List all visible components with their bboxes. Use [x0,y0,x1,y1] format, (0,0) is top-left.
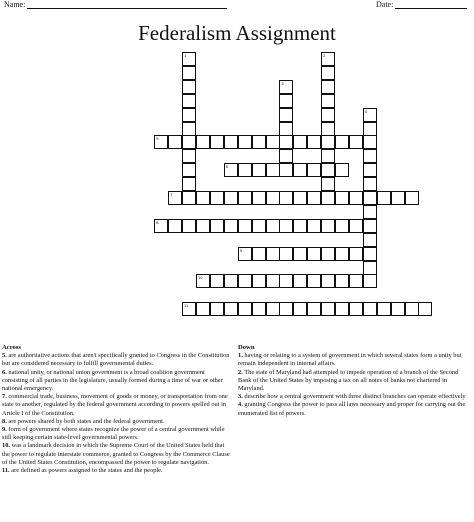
crossword-cell[interactable] [168,191,182,205]
crossword-cell[interactable] [154,219,168,233]
crossword-cell[interactable] [252,302,266,316]
crossword-cell[interactable] [349,191,363,205]
crossword-cell[interactable] [210,302,224,316]
clue-number: 4 [364,108,368,114]
crossword-cell[interactable] [154,135,168,149]
crossword-cell[interactable] [335,274,349,288]
clue-item [238,352,472,368]
crossword-cell[interactable] [210,274,224,288]
crossword-cell[interactable] [363,302,377,316]
crossword-cell[interactable] [335,135,349,149]
clue-item-text: having or relating to a system of government in which several states form a unity but remain independent in internal affairs. [238,352,462,368]
crossword-cell[interactable] [363,191,377,205]
crossword-cell[interactable] [224,163,238,177]
clue-item-number: 1. [238,352,243,360]
crossword-cell[interactable] [279,122,293,136]
clue-number: 1 [184,53,187,58]
crossword-cell[interactable] [335,247,349,261]
clue-item-number: 4. [238,401,243,409]
crossword-cell[interactable] [238,191,252,205]
crossword-cell[interactable] [321,66,335,80]
crossword-cell[interactable] [405,302,419,316]
crossword-cell[interactable] [266,219,280,233]
date-label: Date: [376,0,394,9]
crossword-cell[interactable] [321,177,335,191]
clue-item-number: 5. [2,352,7,360]
clue-item-number: 2. [238,368,243,376]
crossword-cell[interactable] [363,149,377,163]
crossword-cell[interactable] [182,191,196,205]
crossword-cell[interactable] [321,163,335,177]
crossword-cell[interactable] [321,122,335,136]
crossword-cell[interactable] [307,274,321,288]
crossword-cell[interactable] [182,163,196,177]
crossword-cell[interactable] [349,274,363,288]
across-clue-list [2,352,230,475]
crossword-cell[interactable] [182,302,196,316]
clue-number: 3 [281,80,284,86]
crossword-cell[interactable] [321,52,335,66]
clue-item [238,369,472,394]
crossword-cell[interactable] [293,219,307,233]
clue-number: 6 [225,164,229,170]
crossword-cell[interactable] [293,247,307,261]
crossword-cell[interactable] [307,135,321,149]
crossword-cell[interactable] [266,302,280,316]
crossword-cell[interactable] [321,94,335,108]
crossword-cell[interactable] [279,94,293,108]
clue-item [238,393,472,401]
clue-item-number: 9. [2,426,7,434]
crossword-cell[interactable] [224,219,238,233]
crossword-cell[interactable] [377,191,391,205]
crossword-cell[interactable] [279,219,293,233]
crossword-cell[interactable] [307,191,321,205]
crossword-cell[interactable] [182,66,196,80]
crossword-cell[interactable] [266,135,280,149]
crossword-cell[interactable] [279,80,293,94]
crossword-cell[interactable] [168,219,182,233]
crossword-cell[interactable] [182,219,196,233]
crossword-cell[interactable] [182,52,196,66]
clue-item [2,426,230,442]
crossword-cell[interactable] [266,163,280,177]
crossword-cell[interactable] [363,122,377,136]
crossword-cell[interactable] [224,302,238,316]
clue-item-text: The state of Maryland had attempted to impede operation of a branch of the Second Bank of the United States by imposing a tax on all notes of banks not chartered in Maryland. [238,368,459,393]
crossword-cell[interactable] [335,163,349,177]
clue-item [2,393,230,418]
crossword-cell[interactable] [321,149,335,163]
crossword-cell[interactable] [238,274,252,288]
crossword-cell[interactable] [307,302,321,316]
crossword-cell[interactable] [252,135,266,149]
down-clues [238,344,472,418]
crossword-cell[interactable] [182,122,196,136]
crossword-cell[interactable] [321,80,335,94]
down-heading: Down [238,344,255,351]
clue-item-text: granting Congress the power to pass all laws necessary and proper for carrying out the enumerated list of powers. [238,401,466,417]
crossword-cell[interactable] [266,247,280,261]
clue-number: 8 [156,219,159,225]
across-heading: Across [2,344,21,351]
crossword-cell[interactable] [321,191,335,205]
crossword-cell[interactable] [349,247,363,261]
crossword-cell[interactable] [363,163,377,177]
clue-item-number: 6. [2,368,7,376]
clue-item [2,467,230,475]
down-clue-list [238,352,472,418]
clue-item-text: are authoritative actions that aren't specifically granted to Congress in the Constitution but are considered necessary to fulfill governmental duties. [2,352,230,368]
clue-item-number: 11. [2,467,10,475]
clue-item-text: are defined as powers assigned to the states and the people. [9,467,163,475]
crossword-cell[interactable] [363,247,377,261]
clue-item-text: form of government where states recognize the power of a central government while still keeping certain state-level governmental powers. [2,426,225,442]
crossword-cell[interactable] [224,135,238,149]
crossword-cell[interactable] [196,302,210,316]
crossword-cell[interactable] [391,302,405,316]
clue-item [2,442,230,467]
crossword-cell[interactable] [182,80,196,94]
clue-item-text: commercial trade, business, movement of goods or money, or transportation from one state to another, regulated by the federal government according to powers spelled out in Article I of the Constitution. [2,393,228,417]
crossword-cell[interactable] [238,302,252,316]
clue-item-number: 10. [2,442,10,450]
crossword-cell[interactable] [377,302,391,316]
crossword-cell[interactable] [279,149,293,163]
clue-number: 2 [323,53,326,58]
crossword-cell[interactable] [196,274,210,288]
crossword-cell[interactable] [196,135,210,149]
crossword-cell[interactable] [349,135,363,149]
crossword-cell[interactable] [168,135,182,149]
clue-item [2,352,230,368]
crossword-cell[interactable] [335,219,349,233]
crossword-cell[interactable] [252,163,266,177]
crossword-cell[interactable] [335,302,349,316]
crossword-cell[interactable] [252,274,266,288]
crossword-cell[interactable] [279,247,293,261]
crossword-cell[interactable] [252,219,266,233]
crossword-cell[interactable] [363,135,377,149]
crossword-cell[interactable] [321,219,335,233]
crossword-cell[interactable] [335,191,349,205]
clue-item-number: 3. [238,393,243,401]
crossword-cell[interactable] [266,274,280,288]
crossword-cell[interactable] [238,247,252,261]
clue-number: 5 [156,136,159,142]
crossword-cell[interactable] [321,135,335,149]
clue-item-text: national unity, or national union government is a broad coalition government consisting of all parties in the legislature, usually formed during a time of war or other national emergency. [2,368,223,393]
crossword-cell[interactable] [307,247,321,261]
crossword-cell[interactable] [252,191,266,205]
crossword-cell[interactable] [293,163,307,177]
crossword-cell[interactable] [293,135,307,149]
crossword-cell[interactable] [349,302,363,316]
crossword-cell[interactable] [182,177,196,191]
crossword-cell[interactable] [279,135,293,149]
clue-item [238,401,472,417]
crossword-cell[interactable] [279,163,293,177]
crossword-cell[interactable] [349,219,363,233]
crossword-cell[interactable] [363,233,377,247]
clue-item-number: 8. [2,417,7,425]
crossword-cell[interactable] [418,302,432,316]
crossword-cell[interactable] [182,135,196,149]
clue-number: 7 [170,192,173,197]
clue-item-text: are powers shared by both states and the federal government. [6,417,165,425]
crossword-cell[interactable] [293,302,307,316]
crossword-cell[interactable] [363,261,377,275]
clue-item-text: was a landmark decision in which the Supreme Court of the United States held that the power to regulate interstate commerce, granted to Congress by the Commerce Clause of the United States Constitution, encompassed the power to regulate navigation. [2,442,230,466]
crossword-cell[interactable] [293,274,307,288]
crossword-cell[interactable] [279,302,293,316]
clue-number: 10 [198,275,203,281]
clue-item-text: describe how a central government with three distinct branches can operate effectively [242,393,466,401]
crossword-cell[interactable] [321,247,335,261]
clue-item [2,418,230,426]
crossword-cell[interactable] [293,191,307,205]
crossword-cell[interactable] [238,163,252,177]
crossword-cell[interactable] [238,219,252,233]
page-title: Federalism Assignment [138,21,336,45]
name-label: Name: [4,0,26,9]
crossword-cell[interactable] [321,302,335,316]
crossword-cell[interactable] [196,219,210,233]
crossword-cell[interactable] [196,191,210,205]
crossword-cell[interactable] [224,274,238,288]
crossword-cell[interactable] [321,108,335,122]
across-clues [2,344,230,475]
crossword-cell[interactable] [405,191,419,205]
clue-item [2,369,230,394]
crossword-cell[interactable] [279,191,293,205]
crossword-cell[interactable] [182,108,196,122]
clue-number: 9 [239,247,242,253]
crossword-cell[interactable] [307,163,321,177]
crossword-cell[interactable] [321,274,335,288]
crossword-cell[interactable] [252,247,266,261]
crossword-cell[interactable] [307,219,321,233]
crossword-cell[interactable] [391,191,405,205]
crossword-cell[interactable] [210,135,224,149]
clue-number: 11 [184,303,189,309]
crossword-cell[interactable] [279,108,293,122]
crossword-cell[interactable] [182,94,196,108]
crossword-cell[interactable] [363,205,377,219]
crossword-cell[interactable] [182,149,196,163]
crossword-cell[interactable] [224,191,238,205]
crossword-cell[interactable] [238,135,252,149]
crossword-cell[interactable] [210,219,224,233]
crossword-cell[interactable] [279,274,293,288]
crossword-cell[interactable] [266,191,280,205]
crossword-cell[interactable] [363,177,377,191]
crossword-cell[interactable] [363,108,377,122]
crossword-cell[interactable] [363,219,377,233]
crossword-cell[interactable] [210,191,224,205]
clue-item-number: 7. [2,393,7,401]
crossword-cell[interactable] [363,274,377,288]
